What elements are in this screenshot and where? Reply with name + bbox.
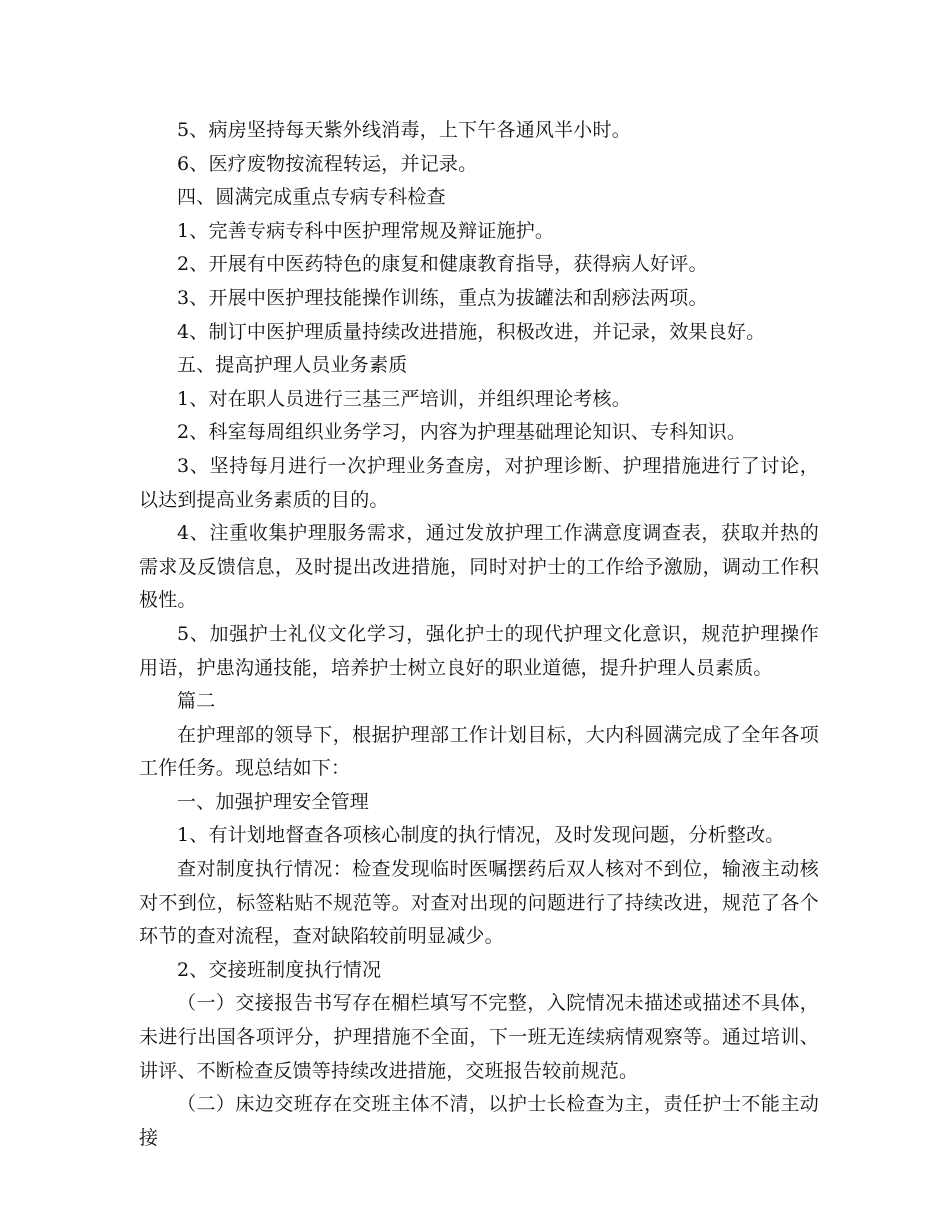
paragraph: 5、病房坚持每天紫外线消毒，上下午各通风半小时。 <box>177 119 631 141</box>
section-heading: 五、提高护理人员业务素质 <box>177 354 408 377</box>
paragraph: 2、开展有中医药特色的康复和健康教育指导，获得病人好评。 <box>177 253 708 276</box>
paragraph: 3、坚持每月进行一次护理业务查房，对护理诊断、护理措施进行了讨论，以达到提高业务素质的目的。 <box>139 454 819 511</box>
paragraph: 1、完善专病专科中医护理常规及辩证施护。 <box>177 219 555 242</box>
section-heading: 篇二 <box>177 690 216 713</box>
paragraph: （二）床边交班存在交班主体不清，以护士长检查为主，责任护士不能主动接 <box>139 1093 819 1149</box>
section-heading: 一、加强护理安全管理 <box>177 790 370 813</box>
paragraph: 5、加强护士礼仪文化学习，强化护士的现代护理文化意识，规范护理操作用语，护患沟通技能，培养护士树立良好的职业道德，提升护理人员素质。 <box>139 622 819 679</box>
document-body <box>139 114 819 1155</box>
paragraph: 4、注重收集护理服务需求，通过发放护理工作满意度调查表，获取并热的需求及反馈信息，及时提出改进措施，同时对护士的工作给予激励，调动工作积极性。 <box>139 522 819 612</box>
paragraph: 2、交接班制度执行情况 <box>177 958 382 981</box>
paragraph: 3、开展中医护理技能操作训练，重点为拔罐法和刮痧法两项。 <box>177 286 708 309</box>
paragraph: 4、制订中医护理质量持续改进措施，积极改进，并记录，效果良好。 <box>177 320 766 343</box>
paragraph: 在护理部的领导下，根据护理部工作计划目标，大内科圆满完成了全年各项工作任务。现总结如下： <box>139 723 819 780</box>
section-heading: 四、圆满完成重点专病专科检查 <box>177 186 446 209</box>
paragraph: 6、医疗废物按流程转运，并记录。 <box>177 152 478 175</box>
paragraph: （一）交接报告书写存在楣栏填写不完整，入院情况未描述或描述不具体，未进行出国各项评分，护理措施不全面，下一班无连续病情观察等。通过培训、讲评、不断检查反馈等持续改进措施，交班报告较前规范。 <box>139 992 819 1082</box>
paragraph: 2、科室每周组织业务学习，内容为护理基础理论知识、专科知识。 <box>177 421 747 444</box>
paragraph: 查对制度执行情况：检查发现临时医嘱摆药后双人核对不到位，输液主动核对不到位，标签粘贴不规范等。对查对出现的问题进行了持续改进，规范了各个环节的查对流程，查对缺陷较前明显减少。 <box>139 858 819 948</box>
paragraph: 1、有计划地督查各项核心制度的执行情况，及时发现问题，分析整改。 <box>177 824 785 847</box>
paragraph: 1、对在职人员进行三基三严培训，并组织理论考核。 <box>177 387 631 410</box>
